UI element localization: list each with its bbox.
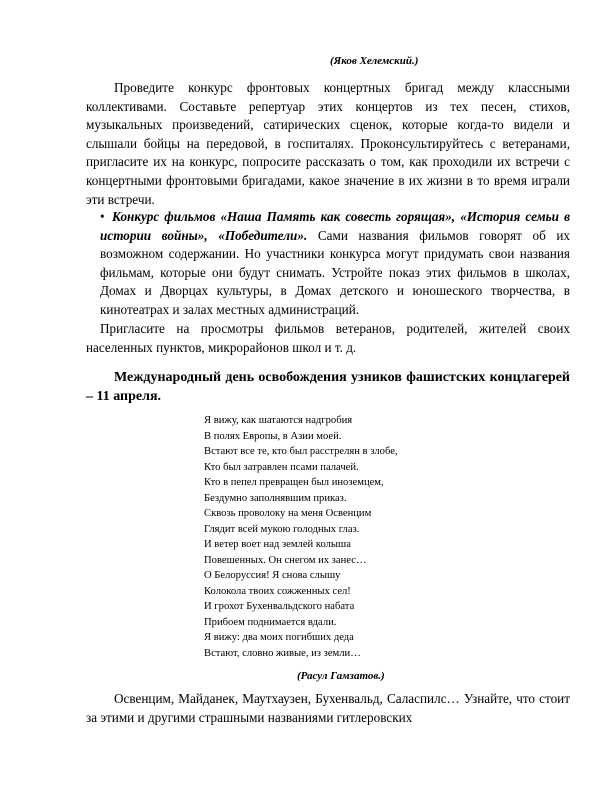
poem-line: Сквозь проволоку на меня Освенцим <box>204 508 372 519</box>
film-contest-title: Конкурс фильмов «Наша Память как совесть горящая», «История семьи в истории войны», «Победители». <box>100 209 570 243</box>
bullet-marker: • <box>100 209 105 224</box>
bottom-author-attribution: (Расул Гамзатов.) <box>297 670 385 682</box>
paragraph-film-contest <box>86 208 570 320</box>
poem-line: Я вижу: два моих погибших деда <box>204 632 354 643</box>
top-author-attribution: (Яков Хелемский.) <box>330 55 419 67</box>
poem <box>204 413 398 661</box>
paragraph-invite-viewers: Пригласите на просмотры фильмов ветеранов, родителей, жителей своих населенных пунктов, микрорайонов школ и т. д. <box>86 321 570 355</box>
paragraph-camps: Освенцим, Майданек, Маутхаузен, Бухенвальд, Саласпилс… Узнайте, что стоит за этими и другими страшными названиями гитлеровских <box>86 691 570 725</box>
poem-line: Я вижу, как шатаются надгробия <box>204 415 353 426</box>
poem-line: И ветер воет над землей колыша <box>204 539 351 550</box>
poem-line: О Белоруссия! Я снова слышу <box>204 570 341 581</box>
poem-line: Кто был затравлен псами палачей. <box>204 461 359 473</box>
paragraph-concert-brigades: Проведите конкурс фронтовых концертных бригад между классными коллективами. Составьте репертуар этих концертов из тех песен, стихов, музыкальных произведений, сатирических сценок, которые когда-то видели и слышали бойцы на передовой, в госпиталях. Проконсультируйтесь с ветеранами, пригласите их на конкурс, попросите рассказать о том, как проходили их встречи с концертными фронтовыми бригадами, какое значение в их жизни в то время играли эти встречи. <box>86 80 570 207</box>
poem-line: Глядит всей мукою голодных глаз. <box>204 523 360 535</box>
film-contest-text: Сами названия фильмов говорят об их возможном содержании. Но участники конкурса могут придумать свои названия фильмам, которые они будут снимать. Устройте показ этих фильмов в школах, Домах и Дворцах культуры, в Домах детского и юношеского творчества, в кинотеатрах и залах местных администраций. <box>100 227 571 317</box>
poem-line: И грохот Бухенвальдского набата <box>204 601 355 612</box>
poem-line: В полях Европы, в Азии моей. <box>204 430 342 442</box>
section-heading: Международный день освобождения узников фашистских концлагерей – 11 апреля. <box>86 370 570 404</box>
poem-line: Прибоем поднимается вдали. <box>204 616 337 628</box>
poem-line: Колокола твоих сожженных сел! <box>204 585 351 597</box>
poem-line: Встают, словно живые, из земли… <box>204 647 361 659</box>
poem-line: Бездумно заполнявшим приказ. <box>204 492 347 504</box>
poem-line: Повешенных. Он снегом их занес… <box>204 554 367 566</box>
poem-line: Кто в пепел превращен был иноземцем, <box>204 477 384 488</box>
poem-line: Встают все те, кто был расстрелян в злобе, <box>204 446 398 457</box>
